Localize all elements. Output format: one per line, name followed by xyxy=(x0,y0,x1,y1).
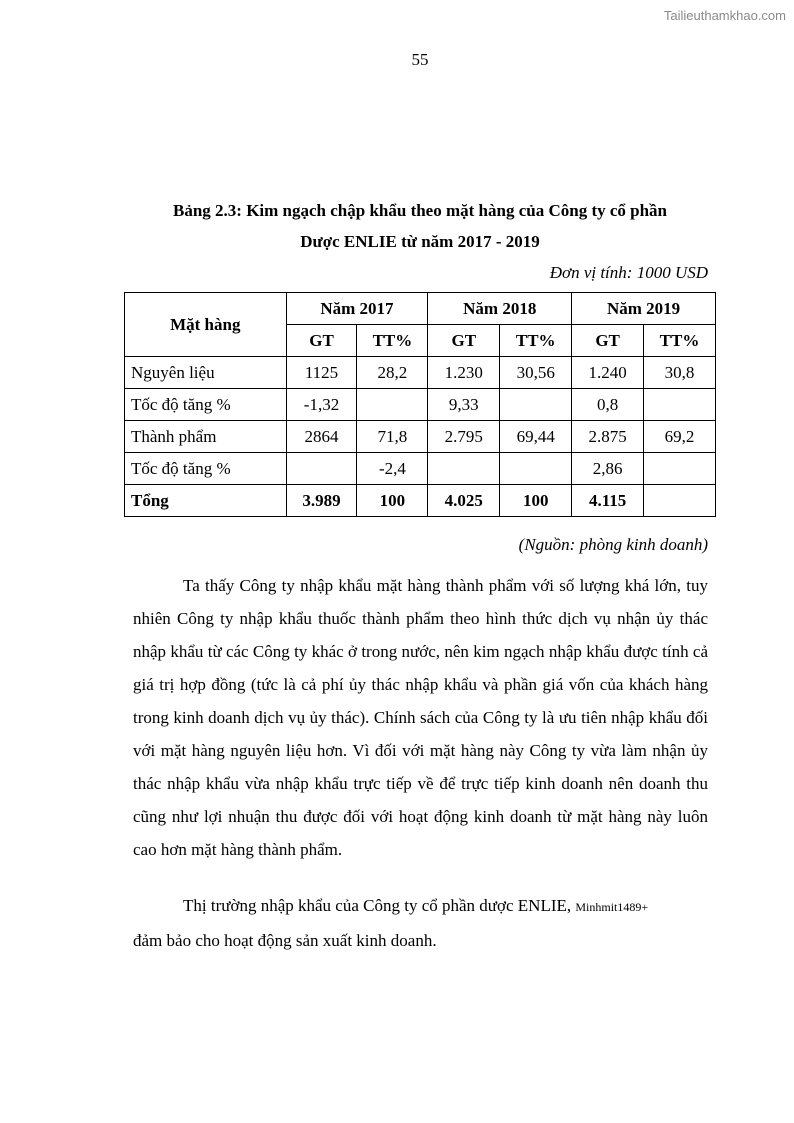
row-label: Thành phẩm xyxy=(125,421,287,453)
table-row xyxy=(125,357,716,389)
subheader-gt: GT xyxy=(428,325,500,357)
header-year-2018: Năm 2018 xyxy=(428,293,572,325)
table-cell: 69,2 xyxy=(644,421,716,453)
table-cell: 1.240 xyxy=(572,357,644,389)
table-cell: 2.875 xyxy=(572,421,644,453)
table-cell: 100 xyxy=(500,485,572,517)
subheader-tt: TT% xyxy=(644,325,716,357)
table-cell: 1125 xyxy=(286,357,357,389)
table-cell: 0,8 xyxy=(572,389,644,421)
table-cell: 30,56 xyxy=(500,357,572,389)
table-total-row xyxy=(125,485,716,517)
table-cell: 4.025 xyxy=(428,485,500,517)
watermark-text: Tailieuthamkhao.com xyxy=(663,8,786,23)
table-cell xyxy=(644,389,716,421)
subheader-gt: GT xyxy=(572,325,644,357)
table-cell: -1,32 xyxy=(286,389,357,421)
table-cell: 2.795 xyxy=(428,421,500,453)
row-label: Tốc độ tăng % xyxy=(125,389,287,421)
header-item: Mặt hàng xyxy=(125,293,287,357)
row-label: Nguyên liệu xyxy=(125,357,287,389)
row-label: Tốc độ tăng % xyxy=(125,453,287,485)
paragraph2-end: đảm bảo cho hoạt động sản xuất kinh doanh. xyxy=(133,931,437,950)
table-cell: 2864 xyxy=(286,421,357,453)
unit-label: Đơn vị tính: 1000 USD xyxy=(549,263,708,282)
header-year-2019: Năm 2019 xyxy=(572,293,716,325)
table-row xyxy=(125,453,716,485)
paragraph2-text: Thị trường nhập khẩu của Công ty cổ phần dược ENLIE, xyxy=(183,896,572,915)
table-row xyxy=(125,421,716,453)
table-cell xyxy=(357,389,428,421)
table-cell xyxy=(500,389,572,421)
table-title-line1: Bảng 2.3: Kim ngạch chập khẩu theo mặt hàng của Công ty cổ phần xyxy=(172,201,668,220)
table-cell: 30,8 xyxy=(644,357,716,389)
table-cell xyxy=(500,453,572,485)
table-cell: 3.989 xyxy=(286,485,357,517)
source-note: (Nguồn: phòng kinh doanh) xyxy=(518,535,708,554)
page-number: 55 xyxy=(411,50,429,69)
table-cell xyxy=(644,485,716,517)
body-paragraph-2 xyxy=(133,889,708,957)
table-cell: 69,44 xyxy=(500,421,572,453)
table-cell: 4.115 xyxy=(572,485,644,517)
table-cell: -2,4 xyxy=(357,453,428,485)
table-cell: 71,8 xyxy=(357,421,428,453)
table-cell xyxy=(286,453,357,485)
paragraph2-tag: Minhmit1489+ xyxy=(575,900,649,914)
table-cell xyxy=(644,453,716,485)
table-header-row xyxy=(125,293,716,325)
subheader-tt: TT% xyxy=(500,325,572,357)
header-year-2017: Năm 2017 xyxy=(286,293,428,325)
table-cell: 9,33 xyxy=(428,389,500,421)
table-cell xyxy=(428,453,500,485)
subheader-gt: GT xyxy=(286,325,357,357)
table-title-line2: Dược ENLIE từ năm 2017 - 2019 xyxy=(300,232,540,251)
table-cell: 1.230 xyxy=(428,357,500,389)
table-row xyxy=(125,389,716,421)
table-cell: 28,2 xyxy=(357,357,428,389)
import-table xyxy=(124,292,716,517)
body-paragraph: Ta thấy Công ty nhập khẩu mặt hàng thành phẩm với số lượng khá lớn, tuy nhiên Công ty nhập khẩu thuốc thành phẩm theo hình thức dịch vụ nhận ủy thác nhập khẩu từ các Công ty khác ở trong nước, nên kim ngạch nhập khẩu được tính cả giá trị hợp đồng (tức là cả phí ủy thác nhập khẩu và phần giá vốn của khách hàng trong kinh doanh dịch vụ ủy thác). Chính sách của Công ty là ưu tiên nhập khẩu đối với mặt hàng nguyên liệu hơn. Vì đối với mặt hàng này Công ty vừa làm nhận ủy thác nhập khẩu vừa nhập khẩu trực tiếp về để trực tiếp kinh doanh nên doanh thu cũng như lợi nhuận thu được đối với hoạt động kinh doanh từ mặt hàng này luôn cao hơn mặt hàng thành phẩm. xyxy=(133,576,708,859)
row-label: Tổng xyxy=(125,485,287,517)
subheader-tt: TT% xyxy=(357,325,428,357)
table-cell: 2,86 xyxy=(572,453,644,485)
table-cell: 100 xyxy=(357,485,428,517)
